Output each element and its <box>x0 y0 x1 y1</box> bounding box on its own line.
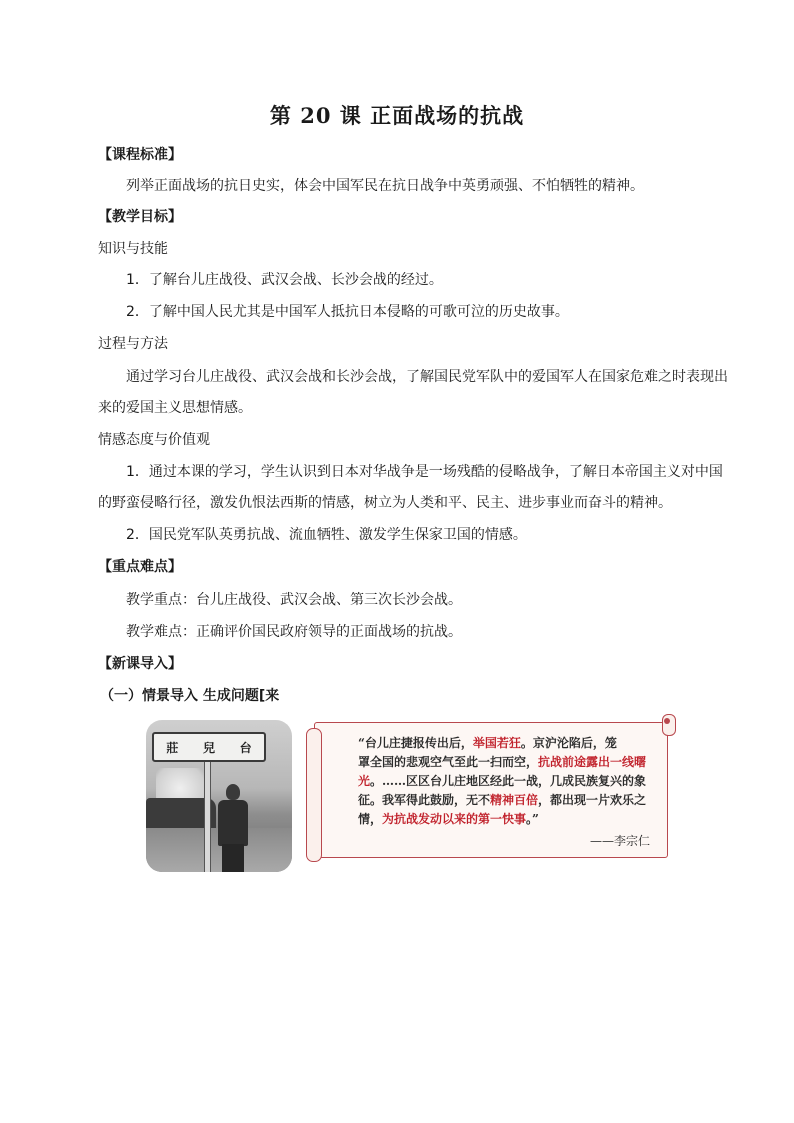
sign-char-1: 莊 <box>166 740 179 755</box>
scroll-right-roll <box>662 714 676 736</box>
photo-station-sign <box>152 732 266 762</box>
quote-scroll <box>300 712 680 864</box>
section-heading-intro: 【新课导入】 <box>98 656 182 672</box>
quote-line-1 <box>358 734 670 753</box>
emotion-item-1-line-2: 的野蛮侵略行径，激发仇恨法西斯的情感，树立为人类和平、民主、进步事业而奋斗的精神。 <box>98 495 672 511</box>
subheading-knowledge: 知识与技能 <box>98 241 168 257</box>
emotion-item-2: 2．国民党军队英勇抗战、流血牺牲、激发学生保家卫国的情感。 <box>126 527 527 543</box>
quote-line-4 <box>358 791 670 810</box>
quote-segment: “台儿庄捷报传出后， <box>358 736 473 750</box>
quote-highlight: 举国若狂 <box>472 736 521 750</box>
section-heading-standard: 【课程标准】 <box>98 147 182 163</box>
sign-char-2: 兒 <box>202 740 215 755</box>
quote-line-3 <box>358 772 670 791</box>
knowledge-item-1: 1．了解台儿庄战役、武汉会战、长沙会战的经过。 <box>126 272 443 288</box>
process-text-line-2: 来的爱国主义思想情感。 <box>98 400 252 416</box>
quote-highlight: 为抗战发动以来的第一快事 <box>382 812 527 826</box>
key-point-1: 教学重点：台儿庄战役、武汉会战、第三次长沙会战。 <box>126 592 462 608</box>
quote-line-2 <box>358 753 670 772</box>
subheading-emotion: 情感态度与价值观 <box>98 432 210 448</box>
standard-text: 列举正面战场的抗日史实，体会中国军民在抗日战争中英勇顽强、不怕牺牲的精神。 <box>126 178 644 194</box>
quote-text <box>358 734 670 829</box>
section-heading-goals: 【教学目标】 <box>98 209 182 225</box>
process-text-line-1: 通过学习台儿庄战役、武汉会战和长沙会战，了解国民党军队中的爱国军人在国家危难之时表现出 <box>126 369 728 385</box>
quote-segment: 。京沪沦陷后，笼 <box>520 736 617 750</box>
quote-segment: 。……区区台儿庄地区经此一战，几成民族复兴的象 <box>370 774 647 788</box>
photo-soldier-legs <box>222 844 244 872</box>
photo-sign-post <box>204 760 211 872</box>
quote-highlight: 精神百倍 <box>490 793 539 807</box>
scroll-roll-knob <box>664 718 670 724</box>
quote-highlight: 光 <box>358 774 371 788</box>
knowledge-item-2: 2．了解中国人民尤其是中国军人抵抗日本侵略的可歌可泣的历史故事。 <box>126 304 569 320</box>
intro-subheading: （一）情景导入 生成问题[来 <box>100 688 280 704</box>
quote-line-5 <box>358 810 670 829</box>
quote-segment: 罩全国的悲观空气至此一扫而空， <box>358 755 539 769</box>
quote-highlight: 抗战前途露出一线曙 <box>538 755 647 769</box>
quote-segment: ，都出现一片欢乐之 <box>538 793 647 807</box>
photo-soldier-head <box>226 784 240 800</box>
quote-segment: 情， <box>358 812 383 826</box>
quote-segment: 征。我军得此鼓励，无不 <box>358 793 491 807</box>
section-heading-key-points: 【重点难点】 <box>98 559 182 575</box>
quote-segment: 。” <box>526 812 539 826</box>
sign-char-3: 台 <box>239 740 252 755</box>
scroll-left-roll <box>306 728 322 862</box>
quote-author: ——李宗仁 <box>590 834 651 848</box>
emotion-item-1-line-1: 1．通过本课的学习，学生认识到日本对华战争是一场残酷的侵略战争，了解日本帝国主义对中国 <box>126 464 723 480</box>
subheading-process: 过程与方法 <box>98 336 168 352</box>
page-title: 第 20 课 正面战场的抗战 <box>269 103 525 128</box>
historical-photo <box>146 720 292 872</box>
photo-soldier-body <box>218 800 248 846</box>
key-point-2: 教学难点：正确评价国民政府领导的正面战场的抗战。 <box>126 624 462 640</box>
